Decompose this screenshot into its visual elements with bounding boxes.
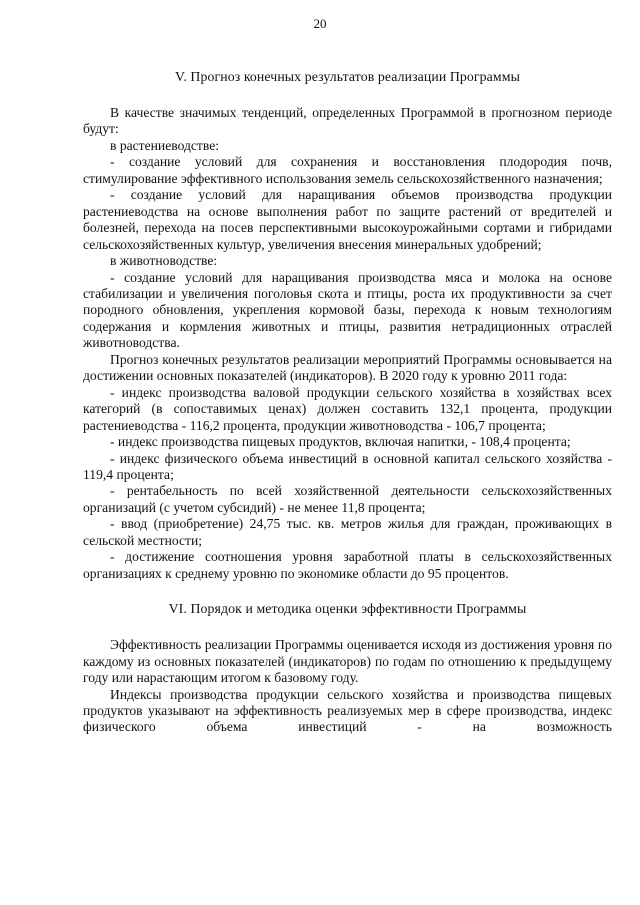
document-body bbox=[83, 68, 612, 736]
section-6-heading: VI. Порядок и методика оценки эффективности Программы bbox=[168, 601, 527, 617]
crop-production-label: в растениеводстве: bbox=[110, 137, 220, 153]
section-6-paragraph: Эффективность реализации Программы оценивается исходя из достижения уровня по каждому из основных показателей (индикаторов) по годам по отношению к предыдущему году или нарастающим итогом к базовому году. bbox=[83, 637, 612, 686]
indicator-item: - индекс физического объема инвестиций в основной капитал сельского хозяйства - 119,4 процента; bbox=[83, 450, 612, 482]
indicator-item: - рентабельность по всей хозяйственной деятельности сельскохозяйственных организаций (с учетом субсидий) - не менее 11,8 процента; bbox=[83, 483, 612, 515]
crop-item: - создание условий для наращивания объемов производства продукции растениеводства на основе выполнения работ по защите растений от вредителей и болезней, перехода на посев перспективными высокоурожайными сортами и гибридами сельскохозяйственных культур, увеличения внесения минеральных удобрений; bbox=[83, 187, 612, 252]
section-5-heading: V. Прогноз конечных результатов реализации Программы bbox=[175, 69, 520, 84]
indicator-item: - индекс производства валовой продукции сельского хозяйства в хозяйствах всех категорий (в сопоставимых ценах) должен составить 132,1 процента, продукции растениеводства - 116,2 процента, продукции животноводства - 106,7 процента; bbox=[83, 384, 612, 433]
page-number: 20 bbox=[313, 16, 327, 31]
indicator-item: - ввод (приобретение) 24,75 тыс. кв. метров жилья для граждан, проживающих в сельской местности; bbox=[83, 516, 612, 548]
crop-item: - создание условий для сохранения и восстановления плодородия почв, стимулирование эффективного использования земель сельскохозяйственного назначения; bbox=[83, 154, 612, 186]
indicator-item: - достижение соотношения уровня заработной платы в сельскохозяйственных организациях к среднему уровню по экономике области до 95 процентов. bbox=[83, 549, 612, 581]
livestock-label: в животноводстве: bbox=[110, 253, 218, 269]
forecast-paragraph: Прогноз конечных результатов реализации мероприятий Программы основывается на достижении основных показателей (индикаторов). В 2020 году к уровню 2011 года: bbox=[83, 351, 612, 384]
section-6-paragraph-continued: Индексы производства продукции сельского хозяйства и производства пищевых продуктов указывают на эффективность реализуемых мер в сфере производства, индекс физического объема инвестиций - на возможность bbox=[83, 686, 612, 735]
section-5-intro: В качестве значимых тенденций, определенных Программой в прогнозном периоде будут: bbox=[83, 105, 612, 137]
livestock-item: - создание условий для наращивания производства мяса и молока на основе стабилизации и увеличения поголовья скота и птицы, роста их продуктивности за счет породного обновления, укрепления кормовой базы, перехода к новым технологиям содержания и кормления животных и птицы, развития нетрадиционных отраслей животноводства. bbox=[83, 269, 612, 351]
indicator-item: - индекс производства пищевых продуктов, включая напитки, - 108,4 процента; bbox=[110, 434, 571, 450]
